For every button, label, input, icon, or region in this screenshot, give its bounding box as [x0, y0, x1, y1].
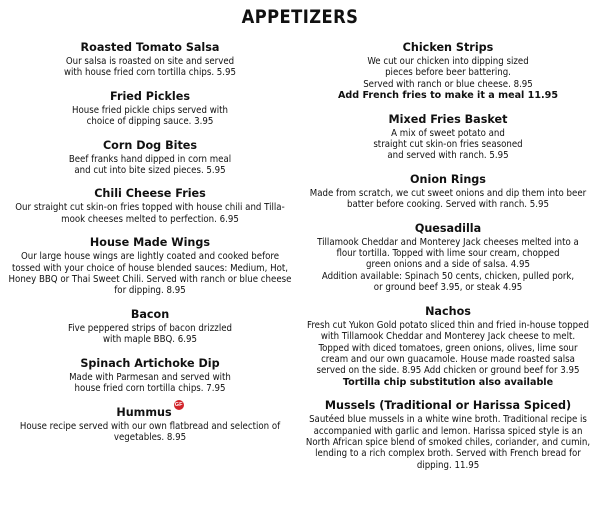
item-description-line: Tillamook Cheddar and Monterey Jack cheeses melted into a	[317, 236, 579, 248]
menu-item-roasted-tomato-salsa	[4, 38, 296, 79]
menu-item-quesadilla	[298, 219, 598, 294]
item-name: Quesadilla	[414, 221, 482, 235]
item-name: Onion Rings	[410, 172, 486, 186]
item-description-line: straight cut skin-on fries seasoned	[373, 139, 523, 151]
menu-item-mussels-traditional-or-harissa-spiced	[298, 396, 598, 471]
menu-item-fried-pickles	[4, 87, 296, 128]
menu-item-mixed-fries-basket	[298, 110, 598, 162]
item-description-line: or ground beef 3.95, or steak 4.95	[373, 282, 523, 294]
item-description-line: lending to a rich complex broth. Served with French bread for	[315, 448, 581, 460]
item-description-line: Fresh cut Yukon Gold potato sliced thin and fried in-house topped	[307, 319, 589, 331]
item-description-line: house fried corn tortilla chips. 7.95	[74, 383, 226, 395]
item-description-line: cream and our own guacamole. House made roasted salsa	[321, 353, 575, 365]
item-name: House Made Wings	[89, 236, 211, 250]
item-extra-note: Add French fries to make it a meal 11.95	[337, 90, 559, 102]
menu-item-onion-rings	[298, 170, 598, 211]
item-extra-note: Tortilla chip substitution also available	[342, 376, 554, 388]
item-description-line: North African spice blend of smoked chiles, coriander, and cumin,	[305, 436, 591, 448]
item-description-line: House fried pickle chips served with	[71, 104, 229, 116]
page-title: APPETIZERS	[241, 6, 359, 28]
menu-item-hummus	[4, 403, 296, 444]
item-name: Bacon	[130, 307, 170, 321]
menu-item-chicken-strips	[298, 38, 598, 102]
item-description-line: green onions and a side of salsa. 4.95	[366, 259, 530, 271]
gluten-free-badge: GF	[174, 401, 183, 408]
item-description-line: Five peppered strips of bacon drizzled	[67, 322, 233, 334]
item-description-line: Served with ranch or blue cheese. 8.95	[363, 78, 533, 90]
right-column	[298, 38, 598, 479]
item-name: Nachos	[425, 304, 471, 318]
item-description-line: with Tillamook Cheddar and Monterey Jack cheese to melt.	[320, 331, 576, 343]
item-description-line: pieces before beer battering.	[385, 67, 511, 79]
item-description-line: Beef franks hand dipped in corn meal	[68, 153, 232, 165]
item-description-line: House recipe served with our own flatbread and selection of	[19, 420, 281, 432]
item-description-line: and served with ranch. 5.95	[387, 150, 509, 162]
menu-item-bacon	[4, 305, 296, 346]
item-description-line: We cut our chicken into dipping sized	[367, 56, 529, 67]
item-description-line: served on the side. 8.95 Add chicken or ground beef for 3.95	[316, 365, 580, 377]
item-name: Spinach Artichoke Dip	[80, 356, 220, 370]
item-name: Hummus	[116, 405, 172, 419]
item-name: Chili Cheese Fries	[94, 187, 206, 201]
menu-item-chili-cheese-fries	[4, 184, 296, 225]
item-description-line: with maple BBQ. 6.95	[102, 334, 197, 346]
item-description-line: Our large house wings are lightly coated and cooked before	[20, 251, 280, 263]
menu-item-nachos	[298, 302, 598, 388]
left-column	[4, 38, 296, 451]
menu-item-house-made-wings	[4, 233, 296, 297]
item-description-line: Made with Parmesan and served with	[69, 371, 231, 383]
item-description-line: Our straight cut skin-on fries topped with house chili and Tilla-	[15, 202, 285, 214]
item-description-line: vegetables. 8.95	[113, 431, 187, 443]
item-name: Corn Dog Bites	[102, 138, 198, 152]
item-description-line: mook cheeses melted to perfection. 6.95	[61, 213, 239, 225]
item-description-line: Made from scratch, we cut sweet onions and dip them into beer	[309, 187, 587, 199]
item-description-line: tossed with your choice of house blended sauces: Medium, Hot,	[12, 262, 288, 274]
item-name: Chicken Strips	[402, 41, 494, 54]
item-description-line: Addition available: Spinach 50 cents, chicken, pulled pork,	[321, 270, 575, 282]
item-description-line: dipping. 11.95	[416, 459, 480, 471]
item-description-line: batter before cooking. Served with ranch. 5.95	[346, 199, 549, 211]
item-description-line: and cut into bite sized pieces. 5.95	[74, 165, 226, 177]
item-description-line: accompanied with garlic and lemon. Harissa spiced style is an	[313, 425, 583, 437]
item-name: Mixed Fries Basket	[388, 112, 508, 126]
item-description-line: Honey BBQ or Thai Sweet Chili. Served with ranch or blue cheese	[8, 274, 292, 286]
item-name: Mussels (Traditional or Harissa Spiced)	[324, 399, 572, 413]
item-name: Fried Pickles	[110, 89, 190, 103]
item-description-line: with house fried corn tortilla chips. 5.95	[63, 67, 237, 79]
item-description-line: flour tortilla. Topped with lime sour cream, chopped	[336, 248, 560, 260]
item-name: Roasted Tomato Salsa	[80, 41, 220, 54]
item-description-line: for dipping. 8.95	[114, 285, 186, 297]
item-description-line: Topped with diced tomatoes, green onions, olives, lime sour	[318, 342, 578, 354]
item-description-line: Our salsa is roasted on site and served	[65, 56, 235, 67]
menu-item-corn-dog-bites	[4, 136, 296, 177]
item-description-line: choice of dipping sauce. 3.95	[86, 116, 214, 128]
item-description-line: A mix of sweet potato and	[391, 127, 505, 139]
item-description-line: Sautéed blue mussels in a white wine broth. Traditional recipe is	[309, 414, 587, 426]
menu-item-spinach-artichoke-dip	[4, 354, 296, 395]
